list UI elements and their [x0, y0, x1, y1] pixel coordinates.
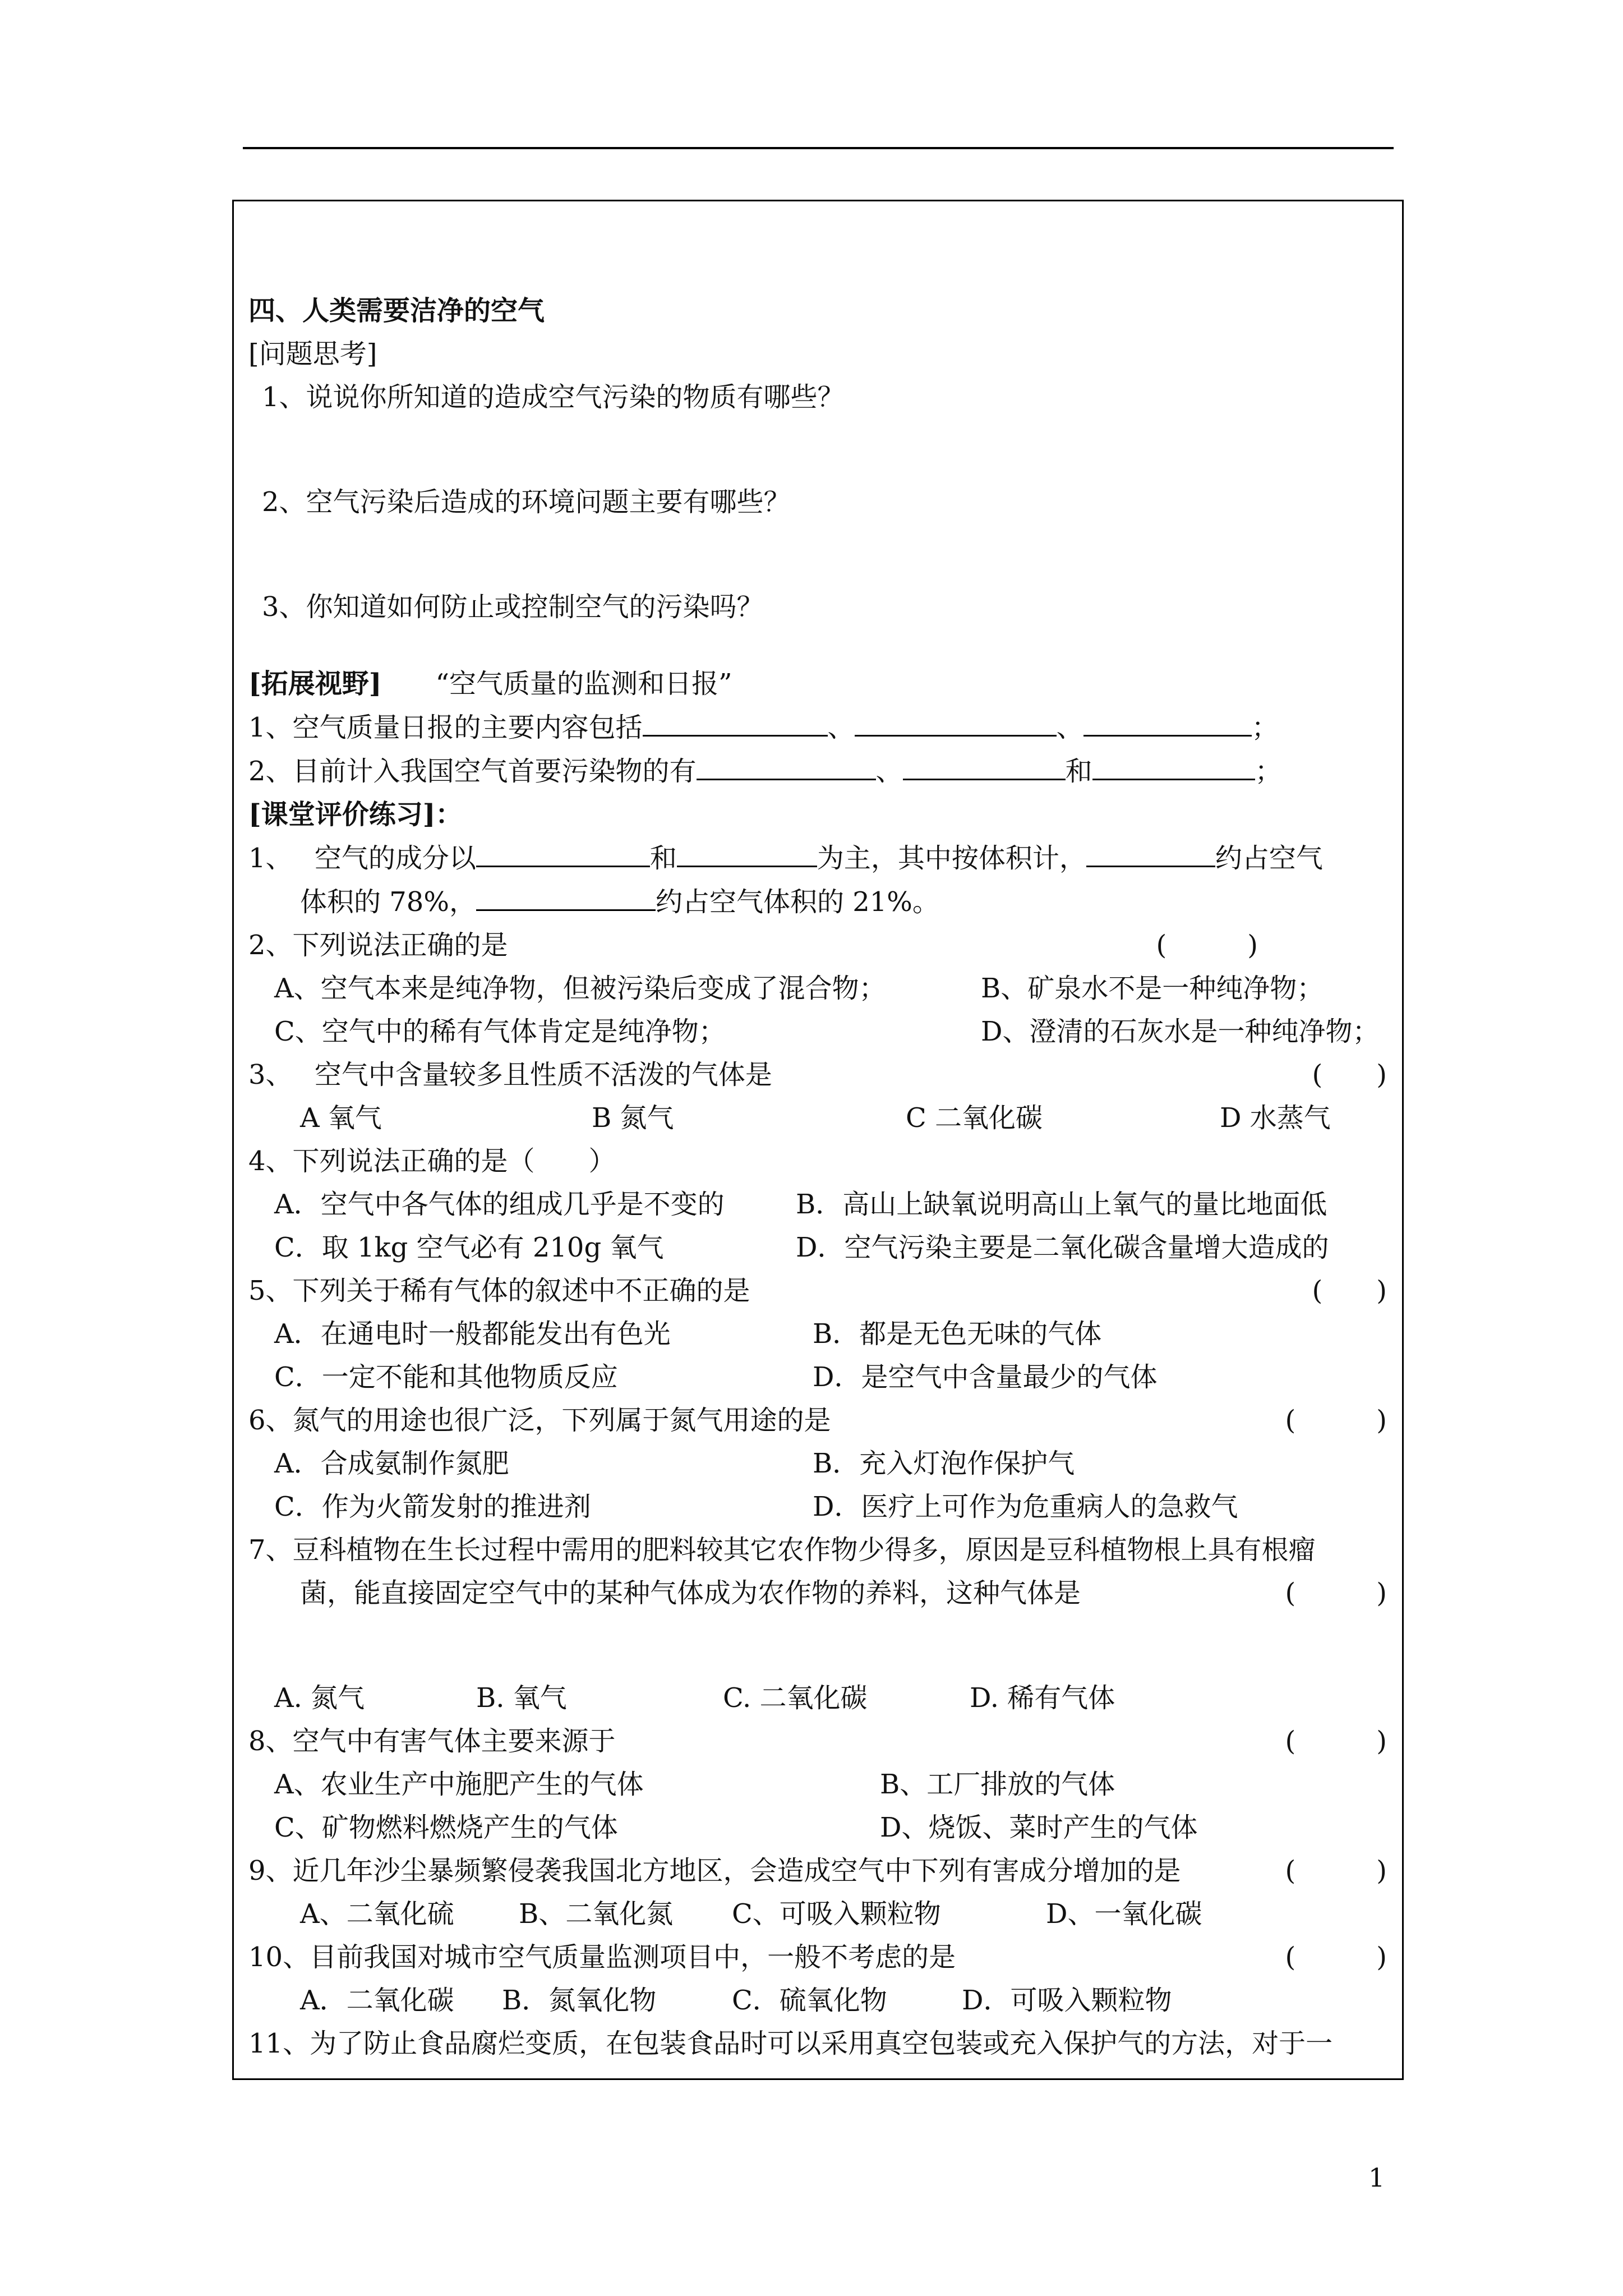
option-c[interactable]: C．硫氧化物: [732, 1985, 887, 2016]
page-number: 1: [1368, 2162, 1385, 2193]
option-a[interactable]: A. 氮气: [274, 1682, 365, 1714]
answer-bracket[interactable]: ( ): [1285, 1941, 1387, 1973]
question-7-line-1: 7、豆科植物在生长过程中需用的肥料较其它农作物少得多，原因是豆科植物根上具有根瘤: [248, 1534, 1316, 1566]
worksheet-frame: [232, 200, 1404, 2080]
option-d[interactable]: D 水蒸气: [1220, 1102, 1331, 1134]
option-d[interactable]: D．医疗上可作为危重病人的急救气: [813, 1491, 1238, 1522]
fill-blank[interactable]: [903, 749, 1066, 780]
option-d[interactable]: D、一氧化碳: [1046, 1898, 1202, 1930]
option-a[interactable]: A、二氧化硫: [300, 1898, 454, 1930]
option-b[interactable]: B、二氧化氮: [519, 1898, 674, 1930]
question-2-options-1: [248, 967, 1387, 1010]
answer-bracket[interactable]: ( ): [1312, 1275, 1387, 1306]
think-question-2: 2、空气污染后造成的环境问题主要有哪些？: [262, 486, 791, 518]
think-heading: [问题思考]: [248, 338, 377, 370]
question-7-line-2: 菌，能直接固定空气中的某种气体成为农作物的养料，这种气体是 ( ): [248, 1572, 1387, 1615]
question-5-options-2: [248, 1356, 1387, 1399]
think-question-3: 3、你知道如何防止或控制空气的污染吗？: [262, 591, 764, 623]
option-d[interactable]: D．可吸入颗粒物: [962, 1985, 1172, 2016]
option-b[interactable]: B．都是无色无味的气体: [813, 1318, 1102, 1350]
option-a[interactable]: A、农业生产中施肥产生的气体: [274, 1769, 644, 1800]
worksheet-content: [248, 289, 1387, 2065]
fill-blank[interactable]: [643, 706, 828, 737]
question-4-options-1: [248, 1183, 1387, 1226]
option-b[interactable]: B、工厂排放的气体: [880, 1769, 1115, 1800]
question-5-stem: 5、下列关于稀有气体的叙述中不正确的是 ( ): [248, 1269, 1387, 1313]
answer-bracket[interactable]: ( ): [1285, 1405, 1387, 1436]
expand-heading-line: [248, 662, 1387, 706]
fill-blank[interactable]: [697, 749, 876, 780]
fill-blank[interactable]: [677, 836, 817, 867]
question-8-options-1: [248, 1763, 1387, 1806]
answer-bracket[interactable]: ( ): [1285, 1726, 1387, 1757]
answer-bracket[interactable]: ( ): [1312, 1059, 1387, 1091]
question-6-options-2: [248, 1485, 1387, 1529]
answer-bracket[interactable]: ( ): [1156, 930, 1258, 961]
expand-line-2: 2、目前计入我国空气首要污染物的有 、 和 ；: [248, 749, 1387, 793]
option-b[interactable]: B．高山上缺氧说明高山上氧气的量比地面低: [796, 1189, 1327, 1220]
option-c[interactable]: C 二氧化碳: [906, 1102, 1043, 1134]
question-4-stem: 4、下列说法正确的是（ ）: [248, 1145, 616, 1177]
option-c[interactable]: C．作为火箭发射的推进剂: [274, 1491, 591, 1522]
question-11-line-1: 11、为了防止食品腐烂变质，在包装食品时可以采用真空包装或充入保护气的方法，对于一: [248, 2028, 1333, 2059]
question-9-stem: 9、近几年沙尘暴频繁侵袭我国北方地区，会造成空气中下列有害成分增加的是 ( ): [248, 1849, 1387, 1893]
question-7-options: [248, 1677, 1387, 1720]
question-2-stem: 2、下列说法正确的是 ( ): [248, 924, 1387, 967]
question-2-options-2: [248, 1010, 1387, 1053]
question-10-options: [248, 1979, 1387, 2022]
option-a[interactable]: A、空气本来是纯净物，但被污染后变成了混合物；: [274, 973, 886, 1004]
option-c[interactable]: C、矿物燃料燃烧产生的气体: [274, 1812, 618, 1843]
expand-line-1: 1、空气质量日报的主要内容包括 、 、 ；: [248, 706, 1387, 749]
option-a[interactable]: A．空气中各气体的组成几乎是不变的: [274, 1189, 725, 1220]
question-6-options-1: [248, 1442, 1387, 1485]
answer-bracket[interactable]: ( ): [1285, 1855, 1387, 1887]
question-9-options: [248, 1893, 1387, 1936]
option-a[interactable]: A．在通电时一般都能发出有色光: [274, 1318, 671, 1350]
option-a[interactable]: A 氧气: [300, 1102, 382, 1134]
option-b[interactable]: B、矿泉水不是一种纯净物；: [981, 973, 1324, 1004]
fill-blank[interactable]: [1092, 749, 1255, 780]
question-3-options: [248, 1097, 1387, 1140]
question-4-options-2: [248, 1226, 1387, 1269]
question-10-stem: 10、目前我国对城市空气质量监测项目中，一般不考虑的是 ( ): [248, 1936, 1387, 1979]
question-1-line-2: 体积的 78%， 约占空气体积的 21%。: [248, 880, 1387, 924]
option-c[interactable]: C、空气中的稀有气体肯定是纯净物；: [274, 1016, 726, 1047]
question-8-stem: 8、空气中有害气体主要来源于 ( ): [248, 1720, 1387, 1763]
option-b[interactable]: B．氮氧化物: [502, 1985, 657, 2016]
question-1-line-1: 1、 空气的成分以 和 为主，其中按体积计， 约占空气: [248, 836, 1387, 880]
option-a[interactable]: A．合成氨制作氮肥: [274, 1448, 509, 1479]
question-6-stem: 6、氮气的用途也很广泛，下列属于氮气用途的是 ( ): [248, 1399, 1387, 1442]
question-3-stem: 3、 空气中含量较多且性质不活泼的气体是 ( ): [248, 1053, 1387, 1097]
option-c[interactable]: C、可吸入颗粒物: [732, 1898, 941, 1930]
option-c[interactable]: C. 二氧化碳: [723, 1682, 868, 1714]
expand-heading: [拓展视野]: [248, 668, 382, 700]
option-d[interactable]: D．空气污染主要是二氧化碳含量增大造成的: [796, 1232, 1329, 1263]
question-8-options-2: [248, 1806, 1387, 1849]
fill-blank[interactable]: [476, 880, 656, 911]
option-d[interactable]: D、烧饭、菜时产生的气体: [880, 1812, 1198, 1843]
option-b[interactable]: B．充入灯泡作保护气: [813, 1448, 1075, 1479]
option-a[interactable]: A．二氧化碳: [300, 1985, 454, 2016]
fill-blank[interactable]: [476, 836, 650, 867]
option-d[interactable]: D、澄清的石灰水是一种纯净物；: [981, 1016, 1380, 1047]
think-question-1: 1、说说你所知道的造成空气污染的物质有哪些？: [262, 381, 845, 413]
fill-blank[interactable]: [1083, 706, 1252, 737]
fill-blank[interactable]: [855, 706, 1057, 737]
header-rule: [243, 147, 1394, 149]
option-c[interactable]: C．取 1kg 空气必有 210g 氧气: [274, 1232, 664, 1263]
practice-heading: [课堂评价练习]：: [248, 799, 463, 830]
option-d[interactable]: D. 稀有气体: [970, 1682, 1115, 1714]
question-5-options-1: [248, 1313, 1387, 1356]
option-b[interactable]: B 氮气: [592, 1102, 674, 1134]
option-b[interactable]: B. 氧气: [476, 1682, 567, 1714]
expand-topic: “空气质量的监测和日报”: [435, 668, 732, 700]
section-title: 四、人类需要洁净的空气: [248, 295, 545, 326]
option-d[interactable]: D．是空气中含量最少的气体: [813, 1361, 1158, 1393]
option-c[interactable]: C．一定不能和其他物质反应: [274, 1361, 618, 1393]
fill-blank[interactable]: [1086, 836, 1215, 867]
answer-bracket[interactable]: ( ): [1285, 1577, 1387, 1609]
